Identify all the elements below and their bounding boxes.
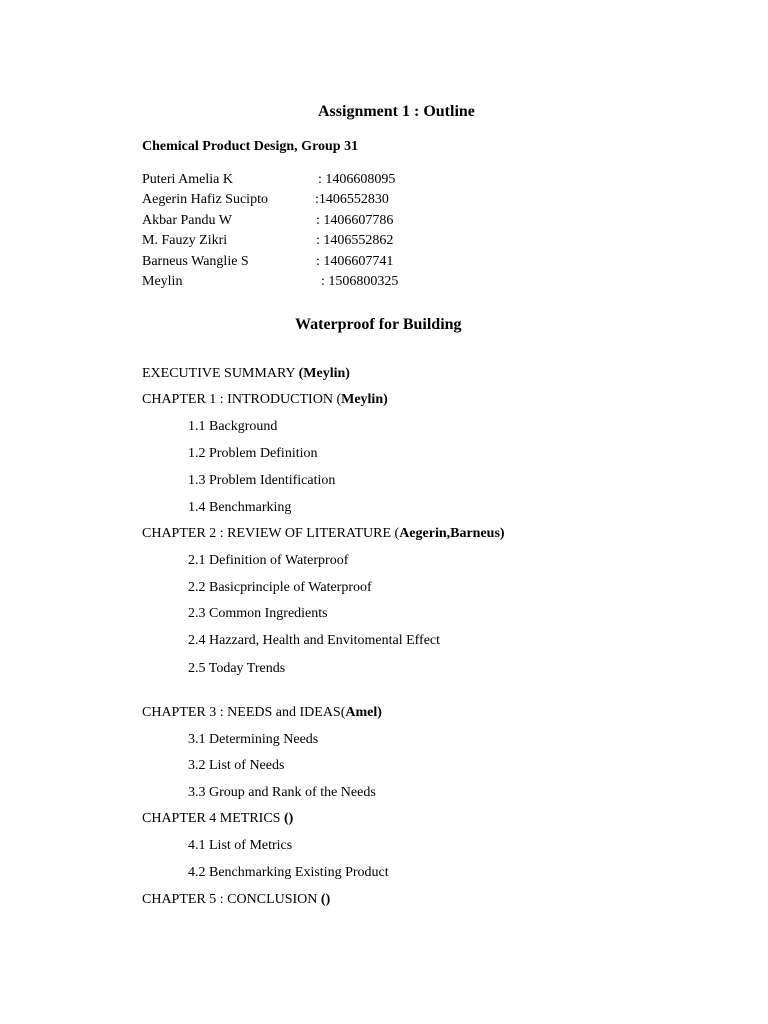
chapter-label: CHAPTER 5 : CONCLUSION	[142, 892, 321, 907]
outline-item: 3.2 List of Needs	[188, 758, 285, 773]
member-id: : 1406607741	[316, 254, 394, 269]
outline-item: 1.1 Background	[188, 419, 278, 434]
chapter-label: CHAPTER 3 : NEEDS and IDEAS(	[142, 705, 346, 720]
topic-heading: Waterproof for Building	[295, 316, 462, 333]
chapter-label: CHAPTER 2 : REVIEW OF LITERATURE (	[142, 526, 400, 541]
outline-item: 2.4 Hazzard, Health and Envitomental Effect	[188, 633, 441, 648]
member-id: : 1406608095	[318, 172, 396, 187]
outline-item: 1.3 Problem Identification	[188, 473, 336, 488]
outline-item: 3.1 Determining Needs	[188, 732, 319, 747]
outline-item: 4.1 List of Metrics	[188, 838, 293, 853]
outline-item: 2.3 Common Ingredients	[188, 606, 328, 621]
outline-item: 2.1 Definition of Waterproof	[188, 553, 349, 568]
chapter-1	[142, 393, 388, 407]
outline-item: 2.5 Today Trends	[188, 661, 286, 676]
member-id: : 1406552862	[316, 233, 394, 248]
section-label: EXECUTIVE SUMMARY	[142, 366, 299, 381]
member-name: Akbar Pandu W	[142, 213, 232, 228]
chapter-author: ()	[320, 892, 331, 907]
section-executive-summary	[142, 367, 350, 381]
outline-item: 1.2 Problem Definition	[188, 446, 318, 461]
chapter-5	[142, 893, 330, 907]
course-heading: Chemical Product Design, Group 31	[142, 139, 359, 154]
outline-item: 2.2 Basicprinciple of Waterproof	[188, 580, 372, 595]
member-name: Meylin	[142, 274, 183, 289]
outline-item: 4.2 Benchmarking Existing Product	[188, 865, 389, 880]
member-id: : 1506800325	[321, 274, 399, 289]
member-id: :1406552830	[315, 192, 389, 207]
outline-item: 1.4 Benchmarking	[188, 500, 292, 515]
chapter-3	[142, 706, 382, 720]
member-name: Aegerin Hafiz Sucipto	[142, 192, 268, 207]
chapter-author: Amel)	[345, 705, 382, 720]
section-author: (Meylin)	[298, 366, 350, 381]
outline-item: 3.3 Group and Rank of the Needs	[188, 785, 376, 800]
page-title: Assignment 1 : Outline	[318, 103, 475, 120]
chapter-author: Aegerin,Barneus)	[399, 526, 505, 541]
member-id: : 1406607786	[316, 213, 394, 228]
chapter-label: CHAPTER 4 METRICS	[142, 811, 284, 826]
chapter-label: CHAPTER 1 : INTRODUCTION (	[142, 392, 342, 407]
chapter-2	[142, 527, 505, 541]
chapter-4	[142, 812, 293, 826]
member-name: Puteri Amelia K	[142, 172, 233, 187]
chapter-author: Meylin)	[341, 392, 388, 407]
chapter-author: ()	[283, 811, 294, 826]
member-name: Barneus Wanglie S	[142, 254, 249, 269]
member-name: M. Fauzy Zikri	[142, 233, 228, 248]
